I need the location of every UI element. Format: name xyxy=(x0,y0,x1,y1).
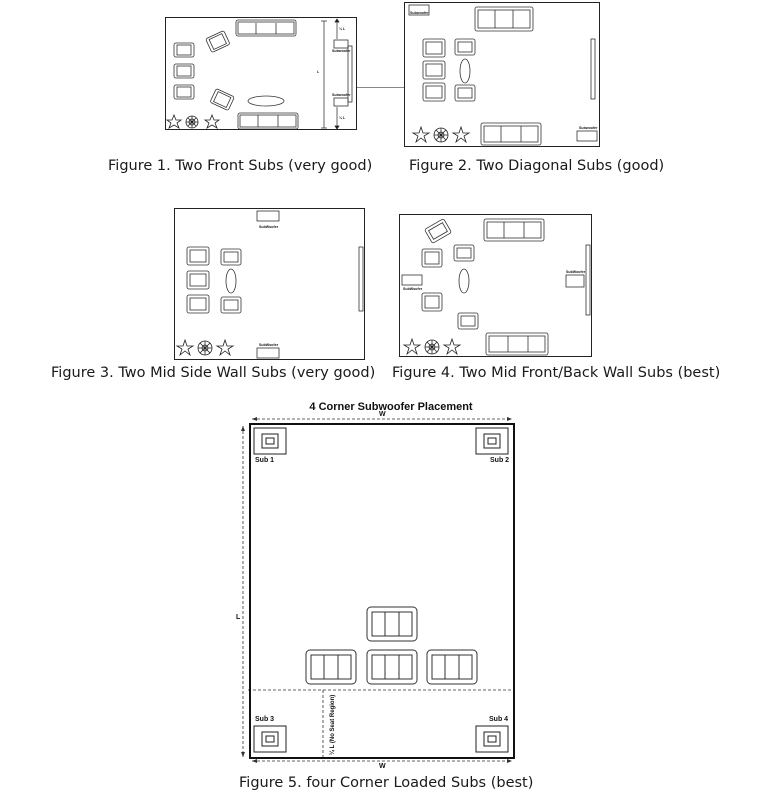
fig5-sub4-label: Sub 4 xyxy=(489,716,509,723)
fig2-sub-label-bottom: Subwoofer xyxy=(579,126,598,130)
fig1-dim-short-bottom: ¼ L xyxy=(339,116,346,120)
fig5-sub2-label: Sub 2 xyxy=(490,457,510,464)
figure-1-caption: Figure 1. Two Front Subs (very good) xyxy=(108,158,373,174)
figure-5-title: 4 Corner Subwoofer Placement xyxy=(309,401,473,413)
fig3-sub-label-top: SubWoofer xyxy=(259,225,279,229)
fig5-no-seat-region-label: ¼ L (No Seat Region) xyxy=(330,694,336,755)
fig3-sub-label-bottom: SubWoofer xyxy=(259,343,279,347)
fig5-width-label-top: W xyxy=(379,411,386,418)
fig4-sub-label-right: SubWoofer xyxy=(566,270,586,274)
fig5-sub3-label: Sub 3 xyxy=(255,716,275,723)
fig5-sub1-label: Sub 1 xyxy=(255,457,275,464)
figure-3-caption: Figure 3. Two Mid Side Wall Subs (very good) xyxy=(51,365,376,381)
fig5-width-label-bottom: W xyxy=(379,763,386,770)
fig5-length-label: L xyxy=(236,614,241,621)
figure-2-caption: Figure 2. Two Diagonal Subs (good) xyxy=(409,158,665,174)
figure-5-caption: Figure 5. four Corner Loaded Subs (best) xyxy=(239,775,534,791)
figure-4-caption: Figure 4. Two Mid Front/Back Wall Subs (best) xyxy=(392,365,721,381)
fig1-dim-short-top: ¼ L xyxy=(339,27,346,31)
fig1-sub-label-bottom: Subwoofer xyxy=(332,93,351,97)
fig1-dim-long: L xyxy=(317,70,320,74)
fig4-sub-label-left: SubWoofer xyxy=(403,287,423,291)
fig2-sub-label-top: Subwoofer xyxy=(410,11,429,15)
fig1-sub-label-top: Subwoofer xyxy=(332,49,351,53)
